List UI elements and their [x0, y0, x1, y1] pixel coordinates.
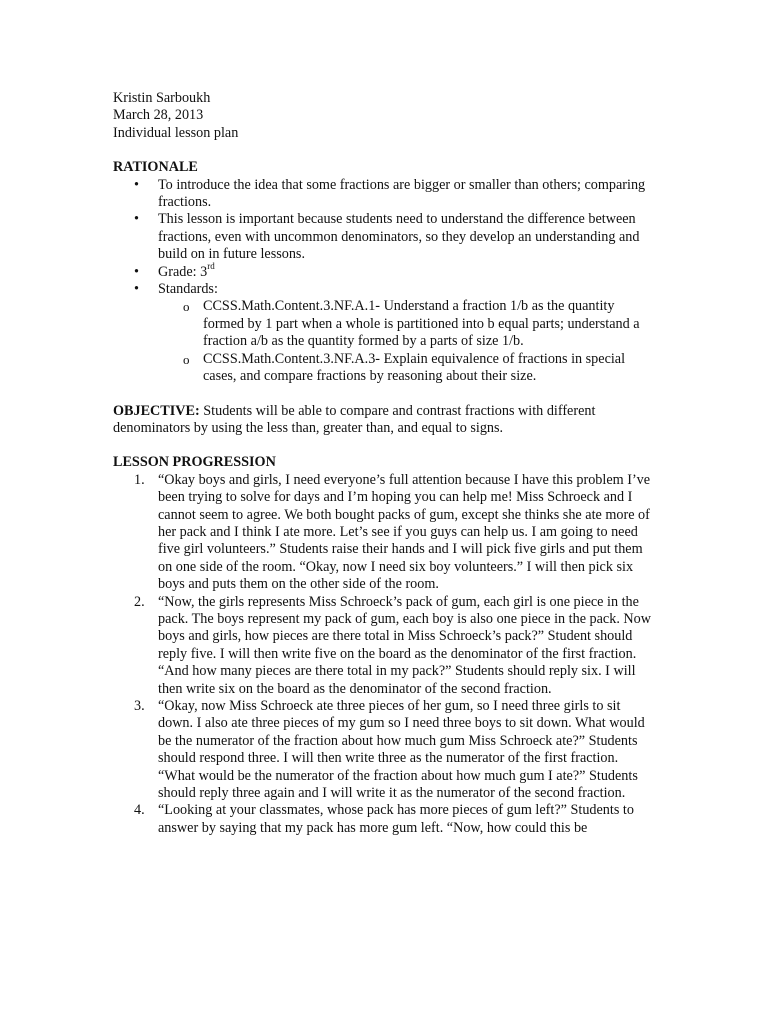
standards-list — [158, 298, 653, 385]
standard-item — [158, 298, 653, 350]
lesson-steps-list — [113, 472, 653, 838]
rationale-heading: RATIONALE — [113, 159, 198, 176]
lesson-progression-heading: LESSON PROGRESSION — [113, 454, 276, 471]
rationale-bullet-intro — [113, 177, 653, 212]
step-text: “Looking at your classmates, whose pack has more pieces of gum left?” Students to answer by saying that my pack has more gum left. “Now, how could this be — [158, 802, 634, 836]
rationale-bullet-standards — [113, 281, 653, 385]
step-number: 1. — [134, 471, 145, 488]
document-date: March 28, 2013 — [113, 107, 204, 124]
objective-text: Students will be able to compare and contrast fractions with different denominators by using the less than, greater than, and equal to signs. — [113, 402, 596, 436]
objective-label: OBJECTIVE: — [113, 402, 200, 419]
lesson-step — [113, 802, 653, 837]
objective-paragraph — [113, 403, 653, 438]
step-text: “Now, the girls represents Miss Schroeck’s pack of gum, each girl is one piece in the pack. The boys represent my pack of gum, each boy is also one piece in the pack. Now boys and girls, how pieces are there total in Miss Schroeck’s pack?” Student should reply five. I will then write five on the board as the denominator of the first fraction. “And how many pieces are there total in my pack?” Students should reply six. I will then write six on the board as the denominator of the second fraction. — [158, 593, 651, 697]
standard-nf-a3-text: CCSS.Math.Content.3.NF.A.3- Explain equivalence of fractions in special cases, and compare fractions by reasoning about their size. — [203, 350, 626, 385]
rationale-list — [113, 177, 653, 386]
lesson-step — [113, 698, 653, 802]
step-number: 4. — [134, 802, 145, 819]
lesson-step — [113, 594, 653, 698]
grade-label: Grade: 3 — [158, 263, 208, 280]
step-number: 3. — [134, 698, 145, 714]
document-type: Individual lesson plan — [113, 124, 239, 141]
document-page — [113, 90, 653, 837]
step-number: 2. — [134, 593, 145, 610]
rationale-bullet-importance-text: This lesson is important because students need to understand the difference between fractions, even with uncommon denominators, so they develop an understanding and build on in future lessons. — [158, 211, 640, 263]
rationale-bullet-grade — [113, 260, 653, 281]
rationale-bullet-importance — [113, 211, 653, 263]
step-text: “Okay boys and girls, I need everyone’s full attention because I have this problem I’ve been trying to solve for days and I’m hoping you can help me! Miss Schroeck and I cannot seem to agree. We both bought packs of gum, except she thinks she ate more of her pack and I think I ate more. Let’s see if you guys can help us. I am going to need five girl volunteers.” Students raise their hands and I will pick five girls and put them on one side of the room. “Okay, now I need six boy volunteers.” I will then pick six boys and puts them on the other side of the room. — [158, 471, 651, 593]
standard-nf-a1-text: CCSS.Math.Content.3.NF.A.1- Understand a fraction 1/b as the quantity formed by 1 part when a whole is partitioned into b equal parts; understand a fraction a/b as the quantity formed by a parts of size 1/b. — [203, 298, 640, 350]
rationale-bullet-intro-text: To introduce the idea that some fractions are bigger or smaller than others; comparing fractions. — [158, 176, 646, 211]
step-text: “Okay, now Miss Schroeck ate three pieces of her gum, so I need three girls to sit down. I also ate three pieces of my gum so I need three boys to sit down. What would be the numerator of the fraction about how much gum Miss Schroeck ate?” Students should respond three. I will then write three as the numerator of the first fraction. “What would be the numerator of the fraction about how much gum I ate?” Students should reply three again and I will write it as the numerator of the second fraction. — [158, 698, 645, 802]
lesson-step — [113, 472, 653, 594]
standards-label: Standards: — [158, 281, 218, 298]
author-name: Kristin Sarboukh — [113, 90, 211, 106]
standard-item — [158, 351, 653, 386]
grade-ordinal-suffix: rd — [207, 260, 215, 271]
